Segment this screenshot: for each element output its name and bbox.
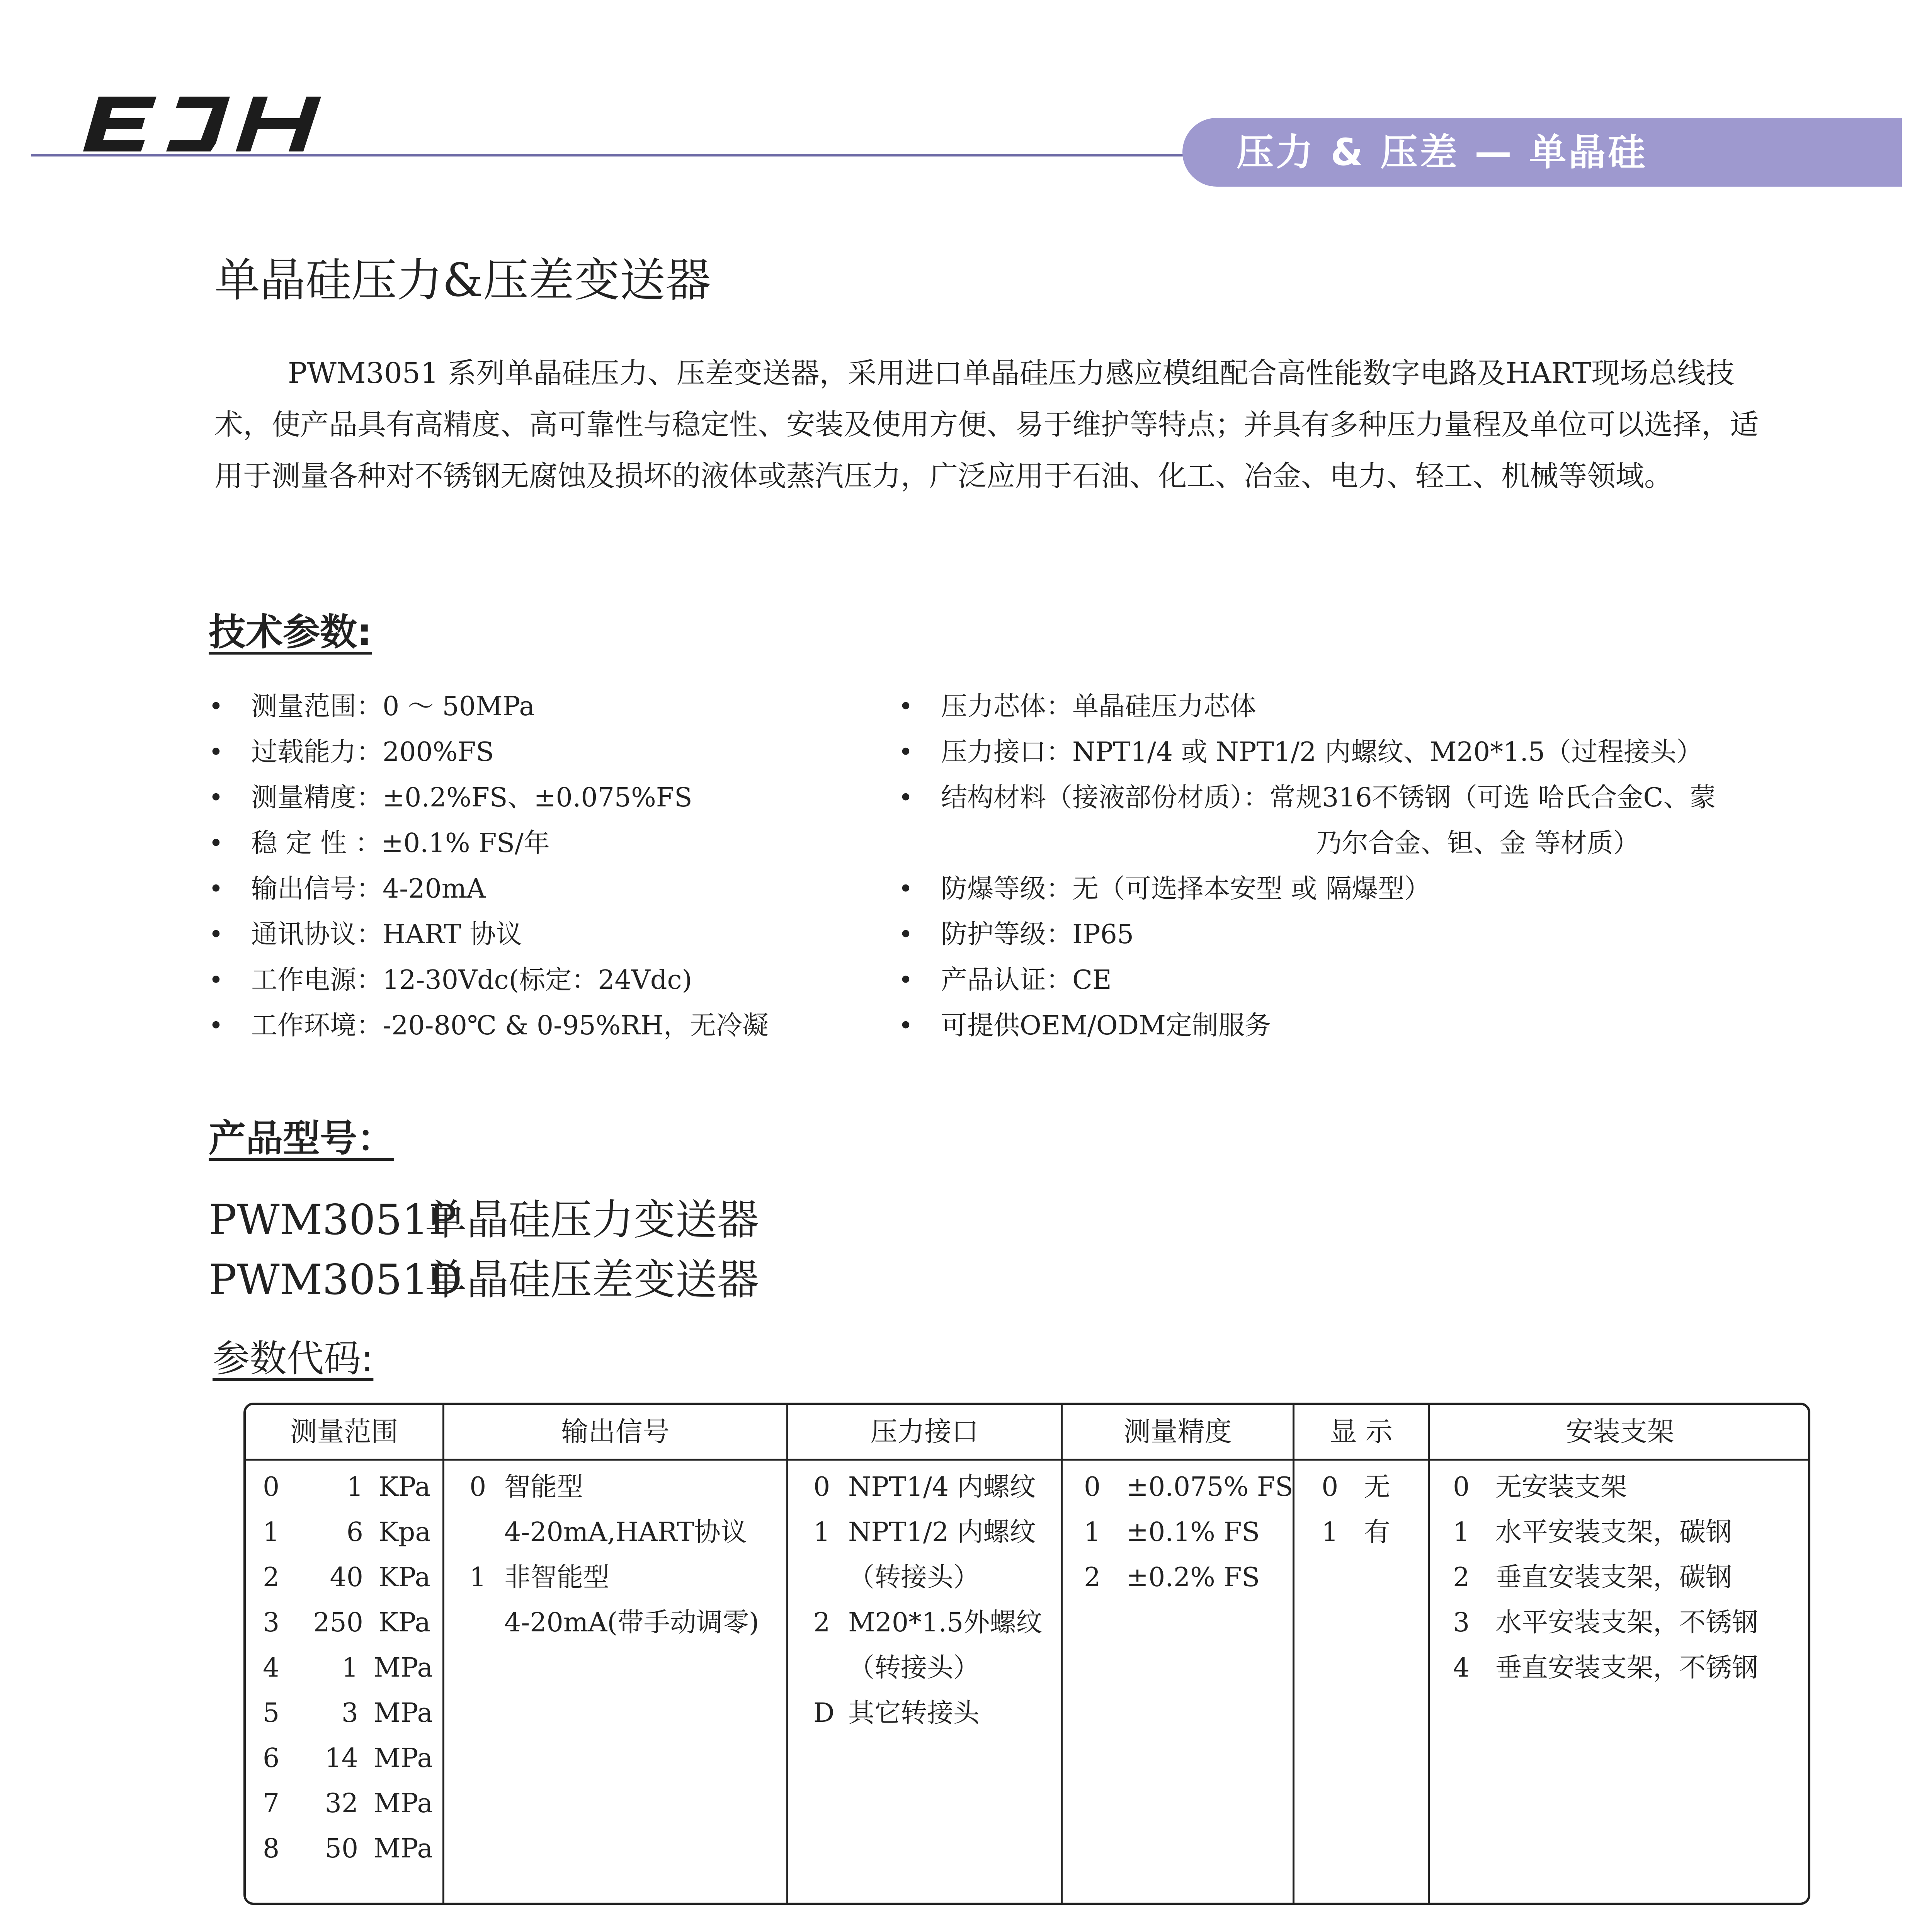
port-row: 0 NPT1/4 内螺纹 [813, 1472, 1036, 1502]
table-column-rule [786, 1403, 788, 1905]
accuracy-row: 1 ±0.1% FS [1084, 1517, 1260, 1548]
col-header-range: 测量范围 [290, 1416, 398, 1447]
spec-item: • 测量精度：±0.2%FS、±0.075%FS [209, 775, 769, 821]
model-name: 单晶硅压力变送器 [425, 1196, 759, 1244]
accuracy-column [1084, 1464, 1293, 1600]
models-heading: 产品型号： [209, 1117, 394, 1160]
model-code: PWM3051D [209, 1256, 462, 1304]
display-row: 1 有 [1322, 1517, 1391, 1548]
spec-item: • 防护等级：IP65 [898, 912, 1716, 957]
model-row [209, 1246, 759, 1306]
col-header-output: 输出信号 [561, 1416, 670, 1447]
output-row: 4-20mA(带手动调零) [504, 1607, 759, 1638]
tech-list-right [898, 684, 1716, 1049]
col-header-mount: 安装支架 [1566, 1416, 1674, 1447]
mount-row: 3 水平安装支架，不锈钢 [1453, 1607, 1759, 1638]
model-code: PWM3051P [209, 1196, 457, 1244]
spec-item: • 压力芯体：单晶硅压力芯体 [898, 684, 1716, 730]
ejh-logo [83, 93, 330, 155]
param-heading: 参数代码: [213, 1337, 374, 1380]
col-header-accuracy: 测量精度 [1123, 1416, 1232, 1447]
output-row: 1 非智能型 [469, 1562, 610, 1593]
range-row: 2 40 KPa [263, 1562, 431, 1593]
spec-item: • 工作电源：12-30Vdc(标定：24Vdc) [209, 957, 769, 1003]
header-rule [31, 154, 1198, 156]
range-row: 1 6 Kpa [263, 1517, 431, 1548]
output-column [469, 1464, 759, 1645]
display-row: 0 无 [1322, 1472, 1391, 1502]
mount-column [1453, 1464, 1758, 1690]
port-row: 1 NPT1/2 内螺纹 [813, 1517, 1036, 1548]
spec-item: • 过载能力：200%FS [209, 730, 769, 775]
port-column [813, 1464, 1042, 1736]
spec-item: • 通讯协议：HART 协议 [209, 912, 769, 957]
range-row: 8 50 MPa [263, 1833, 433, 1864]
port-row: （转接头） [848, 1562, 980, 1593]
port-row: D 其它转接头 [813, 1698, 980, 1728]
spec-item: • 稳 定 性 ：±0.1% FS/年 [209, 821, 769, 866]
spec-item-continued: 乃尔合金、钽、金 等材质） [1316, 828, 1640, 859]
accuracy-row: 0 ±0.075% FS [1084, 1472, 1293, 1502]
table-column-rule [1428, 1403, 1430, 1905]
spec-item: • 可提供OEM/ODM定制服务 [898, 1003, 1716, 1049]
tech-list-left [209, 684, 769, 1049]
model-name: 单晶硅压差变送器 [425, 1256, 759, 1304]
col-header-port: 压力接口 [870, 1416, 979, 1447]
table-header-rule [243, 1459, 1810, 1461]
spec-item: • 测量范围：0 ～ 50MPa [209, 684, 769, 730]
range-row: 5 3 MPa [263, 1698, 433, 1728]
range-row: 0 1 KPa [263, 1472, 431, 1502]
range-row: 6 14 MPa [263, 1743, 433, 1774]
mount-row: 4 垂直安装支架，不锈钢 [1453, 1653, 1759, 1683]
spec-item: • 产品认证：CE [898, 957, 1716, 1003]
output-row: 0 智能型 [469, 1472, 583, 1502]
spec-item: • 结构材料（接液部份材质）：常规316不锈钢（可选 哈氏合金C、蒙 [898, 775, 1716, 821]
spec-item: • 防爆等级：无（可选择本安型 或 隔爆型） [898, 866, 1716, 912]
col-header-display: 显 示 [1330, 1416, 1393, 1447]
port-row: 2 M20*1.5外螺纹 [813, 1607, 1043, 1638]
intro-paragraph: PWM3051 系列单晶硅压力、压差变送器，采用进口单晶硅压力感应模组配合高性能数字电路及HART现场总线技术，使产品具有高精度、高可靠性与稳定性、安装及使用方便、易于维护等特点；并具有多种压力量程及单位可以选择，适用于测量各种对不锈钢无腐蚀及损坏的液体或蒸汽压力，广泛应用于石油、化工、冶金、电力、轻工、机械等领域。 [214, 357, 1759, 493]
mount-row: 1 水平安装支架，碳钢 [1453, 1517, 1732, 1548]
display-column [1322, 1464, 1390, 1555]
port-row: （转接头） [848, 1653, 980, 1683]
mount-row: 0 无安装支架 [1453, 1472, 1627, 1502]
table-column-rule [1061, 1403, 1063, 1905]
spec-item: • 工作环境：-20-80℃ & 0-95%RH，无冷凝 [209, 1003, 769, 1049]
tech-heading: 技术参数: [209, 611, 372, 654]
range-column [263, 1464, 433, 1871]
spec-item: • 输出信号：4-20mA [209, 866, 769, 912]
spec-item: • 压力接口：NPT1/4 或 NPT1/2 内螺纹、M20*1.5（过程接头） [898, 730, 1716, 775]
page-title: 单晶硅压力&压差变送器 [214, 253, 711, 307]
output-row: 4-20mA,HART协议 [504, 1517, 747, 1548]
model-row [209, 1186, 759, 1246]
mount-row: 2 垂直安装支架，碳钢 [1453, 1562, 1732, 1593]
category-tab: 压力 & 压差 — 单晶硅 [1182, 118, 1902, 187]
range-row: 4 1 MPa [263, 1653, 433, 1683]
range-row: 7 32 MPa [263, 1788, 433, 1819]
table-column-rule [442, 1403, 444, 1905]
accuracy-row: 2 ±0.2% FS [1084, 1562, 1260, 1593]
range-row: 3 250 KPa [263, 1607, 431, 1638]
